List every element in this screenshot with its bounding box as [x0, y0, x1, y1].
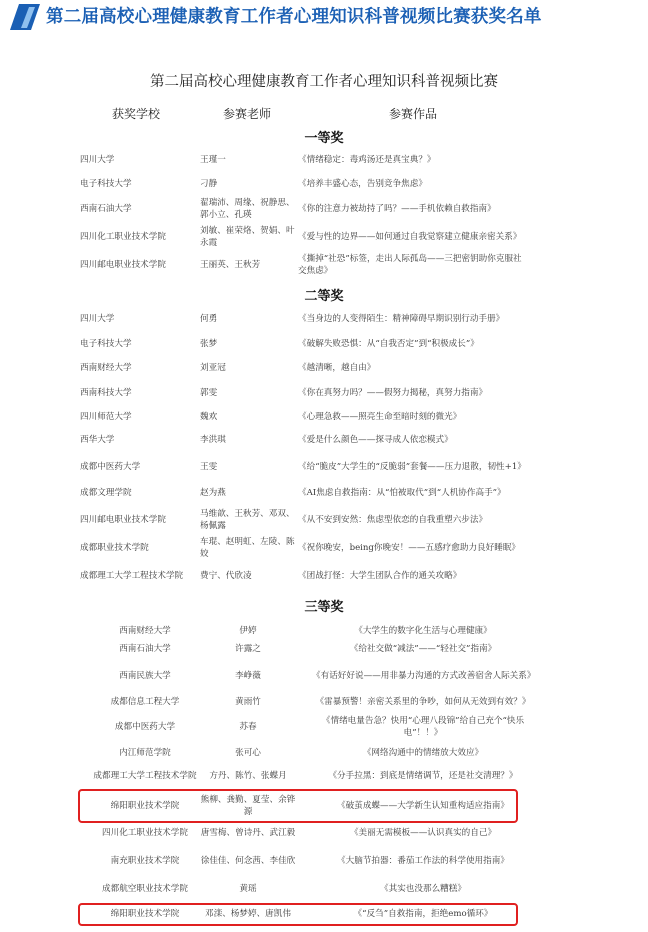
table-row: [0, 694, 648, 710]
tier-third-prize: 三等奖: [304, 600, 344, 615]
teacher-cell: 黄瑶: [239, 884, 257, 894]
work-cell: 《情绪稳定：毒鸡汤还是真宝典？》: [298, 155, 436, 165]
teacher-cell: 李洪琪: [200, 435, 226, 445]
school-cell: 西南财经大学: [80, 363, 132, 373]
table-row: [0, 745, 648, 761]
teacher-cell: 刘敏、崔荣烙、贺娟、叶永霞: [200, 226, 295, 248]
document-title: 第二届高校心理健康教育工作者心理知识科普视频比赛: [150, 74, 498, 90]
school-cell: 成都职业技术学院: [80, 543, 149, 553]
teacher-cell: 唐雪梅、曾诗丹、武江毅: [200, 828, 296, 838]
header-school: 获奖学校: [112, 107, 161, 121]
school-cell: 成都中医药大学: [114, 722, 176, 732]
school-cell: 四川邮电职业技术学院: [80, 515, 166, 525]
school-cell: 四川邮电职业技术学院: [80, 260, 166, 270]
school-cell: 成都理工大学工程技术学院: [80, 571, 184, 581]
table-row: [0, 336, 648, 352]
table-row: [0, 360, 648, 376]
teacher-cell: 张可心: [235, 748, 261, 758]
table-row: [0, 432, 648, 448]
highlight-box: [78, 903, 518, 926]
page-title: 第二届高校心理健康教育工作者心理知识科普视频比赛获奖名单: [46, 7, 542, 27]
teacher-cell: 张梦: [200, 339, 218, 349]
school-cell: 电子科技大学: [80, 179, 132, 189]
teacher-cell: 翟瑞沛、周缘、祝静思、郭小立、孔瑛: [200, 198, 295, 220]
school-cell: 南充职业技术学院: [110, 856, 180, 866]
table-row: [0, 533, 648, 563]
work-cell: 《网络沟通中的情绪放大效应》: [362, 748, 484, 758]
teacher-cell: 刘亚冠: [200, 363, 226, 373]
school-cell: 西南石油大学: [80, 204, 132, 214]
teacher-cell: 何勇: [200, 314, 218, 324]
work-cell: 《当身边的人变得陌生：精神障碍早期识别行动手册》: [298, 314, 505, 324]
table-row: [0, 818, 648, 848]
table-row: [0, 222, 648, 252]
table-row: [0, 846, 648, 876]
table-row: [0, 452, 648, 482]
work-cell: 《爱与性的边界——如何通过自我觉察建立健康亲密关系》: [298, 232, 522, 242]
tier-first-prize: 一等奖: [304, 131, 344, 146]
table-row: [0, 194, 648, 224]
work-cell: 《破茧成蝶——大学新生认知重构适应指南》: [337, 801, 509, 811]
work-cell: 《分手拉黑：到底是情绪调节，还是社交清理？》: [328, 771, 518, 781]
table-row: [0, 505, 648, 535]
teacher-cell: 方丹、陈竹、张蝶月: [209, 771, 287, 781]
school-cell: 四川化工职业技术学院: [102, 828, 188, 838]
school-cell: 绵阳职业技术学院: [110, 801, 180, 811]
work-cell: 《大脑节拍器：番茄工作法的科学使用指南》: [337, 856, 509, 866]
table-row: [0, 768, 648, 784]
tier-second-prize: 二等奖: [304, 289, 344, 304]
table-row: [0, 561, 648, 591]
school-cell: 四川师范大学: [80, 412, 132, 422]
table-row: [0, 485, 648, 501]
school-cell: 四川大学: [80, 314, 115, 324]
work-cell: 《给“脆皮”大学生的“反脆弱”套餐——压力退散，韧性+1》: [298, 462, 526, 472]
work-cell: 《祝你晚安，being你晚安！——五感疗愈助力良好睡眠》: [298, 543, 521, 553]
work-cell: 《给社交做“减法”——“轻社交”指南》: [349, 644, 497, 654]
school-cell: 西南科技大学: [80, 388, 132, 398]
table-row: [0, 152, 648, 168]
teacher-cell: 邓滦、杨梦婷、唐凯伟: [205, 909, 291, 919]
school-cell: 成都中医药大学: [80, 462, 141, 472]
work-cell: 《培养丰盛心态，告别竞争焦虑》: [298, 179, 427, 189]
teacher-cell: 苏春: [239, 722, 257, 732]
table-row: [0, 874, 648, 904]
school-cell: 西华大学: [80, 435, 115, 445]
teacher-cell: 郭雯: [200, 388, 218, 398]
school-cell: 成都文理学院: [80, 488, 132, 498]
teacher-cell: 赵为燕: [200, 488, 226, 498]
teacher-cell: 王雯: [200, 462, 218, 472]
teacher-cell: 熊柳、龚勤、夏莹、余铧源: [200, 795, 296, 817]
table-row: [0, 712, 648, 742]
school-cell: 成都航空职业技术学院: [102, 884, 188, 894]
table-row: [0, 250, 648, 280]
work-cell: 《你的注意力被劫持了吗？——手机依赖自救指南》: [298, 204, 496, 214]
teacher-cell: 王瑾一: [200, 155, 226, 165]
work-cell: 《心理急救——照亮生命至暗时刻的微光》: [298, 412, 462, 422]
work-cell: 《从不安到安然：焦虑型依恋的自我重塑六步法》: [298, 515, 488, 525]
header-work: 参赛作品: [389, 107, 438, 121]
teacher-cell: 刁静: [200, 179, 218, 189]
teacher-cell: 魏欢: [200, 412, 218, 422]
work-cell: 《大学生的数字化生活与心理健康》: [354, 626, 492, 636]
school-cell: 成都理工大学工程技术学院: [93, 771, 197, 781]
table-row: [0, 311, 648, 327]
teacher-cell: 伊婷: [239, 626, 257, 636]
work-cell: 《破解失败恐惧：从“自我否定”到“积极成长”》: [298, 339, 479, 349]
work-cell: 《雷暴预警！亲密关系里的争吵，如何从无效到有效？》: [315, 697, 531, 707]
work-cell: 《“反刍”自救指南，拒绝emo循环》: [353, 909, 493, 919]
school-cell: 成都信息工程大学: [110, 697, 180, 707]
table-row: [0, 641, 648, 657]
work-cell: 《爱是什么颜色——探寻成人依恋模式》: [298, 435, 453, 445]
work-cell: 《你在真努力吗？——假努力揭秘，真努力指南》: [298, 388, 488, 398]
school-cell: 四川大学: [80, 155, 115, 165]
teacher-cell: 马维歆、王秋芳、邓双、杨佩露: [200, 509, 295, 531]
school-cell: 西南财经大学: [119, 626, 171, 636]
school-cell: 绵阳职业技术学院: [110, 909, 180, 919]
teacher-cell: 李峥薇: [235, 671, 261, 681]
table-row: [0, 623, 648, 639]
teacher-cell: 费宁、代欣凌: [200, 571, 252, 581]
work-cell: 《其实也没那么糟糕》: [380, 884, 466, 894]
teacher-cell: 黄雨竹: [235, 697, 261, 707]
school-cell: 西南石油大学: [119, 644, 171, 654]
work-cell: 《有话好好说——用非暴力沟通的方式改善宿舍人际关系》: [312, 671, 536, 681]
work-cell: 《撕掉“社恐”标签，走出人际孤岛——三把密钥助你克服社交焦虑》: [298, 254, 522, 276]
table-row: [0, 409, 648, 425]
school-cell: 电子科技大学: [80, 339, 132, 349]
work-cell: 《AI焦虑自救指南：从“怕被取代”到“人机协作高手”》: [298, 488, 506, 498]
table-row: [0, 385, 648, 401]
logo-icon: [10, 4, 40, 30]
work-cell: 《越清晰，越自由》: [298, 363, 376, 373]
header-teacher: 参赛老师: [223, 107, 272, 121]
school-cell: 西南民族大学: [119, 671, 171, 681]
teacher-cell: 徐佳佳、何念茜、李佳欣: [200, 856, 296, 866]
work-cell: 《情绪电量告急？快用“心理八段锦”给自己充个“快乐电”！！》: [321, 716, 525, 738]
table-row: [0, 661, 648, 691]
school-cell: 四川化工职业技术学院: [80, 232, 166, 242]
teacher-cell: 许露之: [235, 644, 261, 654]
work-cell: 《团战打怪：大学生团队合作的通关攻略》: [298, 571, 462, 581]
work-cell: 《美丽无需模板——认识真实的自己》: [349, 828, 497, 838]
teacher-cell: 王丽英、王秋芳: [200, 260, 261, 270]
school-cell: 内江师范学院: [119, 748, 171, 758]
table-row: [0, 176, 648, 192]
teacher-cell: 车琨、赵明虹、左陵、陈姣: [200, 537, 295, 559]
